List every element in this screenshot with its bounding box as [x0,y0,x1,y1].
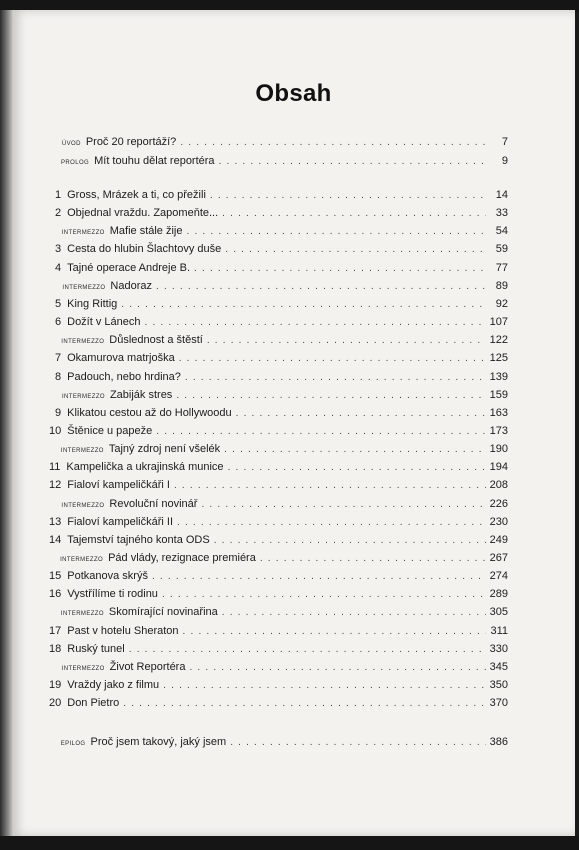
toc-entry [55,155,508,171]
chapter-title: Důslednost a štěstí [109,334,203,346]
section-tag: INTERMEZZO [60,448,104,454]
dot-leader [174,480,486,491]
dot-leader [185,372,486,383]
chapter-title: Potkanova skrýš [67,570,148,582]
page-number: 226 [489,498,508,510]
page-number: 274 [489,570,508,582]
toc-entry [49,570,508,586]
toc-entry [49,479,508,495]
chapter-number: 9 [55,407,62,419]
chapter-title: Pád vlády, rezignace premiéra [108,552,256,564]
chapter-title: Tajemství tajného konta ODS [67,534,210,546]
section-tag: EPILOG [60,741,86,747]
chapter-title: Mít touhu dělat reportéra [94,155,215,167]
chapter-number: 17 [49,625,62,637]
toc-entry [55,189,508,205]
chapter-title: Štěnice u papeže [67,425,153,437]
chapter-title: Don Pietro [67,697,120,709]
dot-leader [156,426,485,437]
toc-entry [49,588,508,604]
page-number: 289 [489,588,508,600]
dot-leader [183,626,486,637]
chapter-title: Dožít v Lánech [67,316,141,328]
chapter-number: 18 [49,643,62,655]
scan-bottom-edge [0,836,579,850]
dot-leader [222,208,486,219]
dot-leader [219,156,486,167]
section-tag: INTERMEZZO [61,339,105,345]
toc-entry [55,552,508,568]
page-number: 230 [489,516,508,528]
toc-entry [55,207,508,223]
dot-leader [207,335,486,346]
chapter-number: 14 [49,534,62,546]
section-tag: ÚVOD [61,141,81,147]
chapter-title: King Rittig [67,298,118,310]
page-number: 89 [495,280,508,292]
page-number: 190 [489,443,508,455]
toc-entry [49,516,508,532]
page-number: 92 [495,298,508,310]
section-tag: INTERMEZZO [61,394,105,400]
chapter-number: 1 [55,189,62,201]
page-number: 194 [489,461,508,473]
dot-leader [187,226,487,237]
toc-entry [55,661,508,677]
page-number: 163 [489,407,508,419]
chapter-number: 16 [49,588,62,600]
toc-entry [55,280,508,296]
section-tag: INTERMEZZO [61,666,105,672]
toc-entry [55,498,508,514]
chapter-title: Padouch, nebo hrdina? [67,371,181,383]
chapter-title: Proč 20 reportáží? [85,136,177,148]
toc-entry [55,352,508,368]
dot-leader [210,190,486,201]
chapter-number: 13 [49,516,62,528]
page-number: 311 [490,625,508,637]
page-number: 139 [489,371,508,383]
toc-entry [55,243,508,259]
page-number: 107 [489,316,508,328]
chapter-title: Fialoví kampeličkáři I [67,479,170,491]
toc-entry [49,643,508,659]
chapter-number: 4 [55,262,62,274]
page-number: 350 [489,679,508,691]
dot-leader [179,353,486,364]
dot-leader [145,317,486,328]
page-number: 54 [495,225,508,237]
toc-entry [49,697,508,713]
page-number: 14 [495,189,508,201]
section-tag: PROLOG [61,160,90,166]
toc-entry [49,625,508,641]
page-number: 159 [489,389,508,401]
toc-entry [55,225,508,241]
chapter-title: Mafie stále žije [109,225,183,237]
chapter-title: Fialoví kampeličkáři II [67,516,174,528]
dot-leader [224,444,485,455]
page-number: 345 [489,661,508,673]
chapter-title: Nadoraz [110,280,152,292]
chapter-number: 6 [55,316,62,328]
page-number: 305 [489,606,508,618]
page-number: 386 [489,736,508,748]
chapter-title: Gross, Mrázek a ti, co přežili [67,189,206,201]
chapter-number: 20 [49,697,62,709]
page-number: 267 [489,552,508,564]
toc-entry [49,461,508,477]
dot-leader [228,462,486,473]
chapter-title: Tajné operace Andreje B. [67,262,191,274]
chapter-title: Tajný zdroj není všelék [108,443,221,455]
page-number: 9 [501,155,508,167]
section-tag: INTERMEZZO [62,285,106,291]
toc-entry [55,334,508,350]
toc-entry [55,316,508,332]
page-number: 59 [495,243,508,255]
toc-entry [55,389,508,405]
dot-leader [129,644,486,655]
toc-entry [49,679,508,695]
toc-entry [55,443,508,459]
dot-leader [177,517,486,528]
chapter-title: Zabiják stres [109,389,173,401]
dot-leader [163,680,485,691]
toc-entry [55,262,508,278]
page-number: 330 [489,643,508,655]
chapter-number: 15 [49,570,62,582]
chapter-title: Okamurova matrjoška [67,352,175,364]
dot-leader [230,737,485,748]
dot-leader [156,281,486,292]
chapter-number: 19 [49,679,62,691]
dot-leader [201,499,485,510]
dot-leader [180,137,486,148]
chapter-number: 12 [49,479,62,491]
section-tag: INTERMEZZO [60,557,104,563]
toc-entry [55,736,508,752]
section-tag: INTERMEZZO [60,611,104,617]
toc-entry [49,425,508,441]
page-number: 208 [489,479,508,491]
chapter-title: Revoluční novinář [109,498,198,510]
page-number: 125 [489,352,508,364]
dot-leader [194,263,486,274]
dot-leader [121,299,486,310]
chapter-title: Proč jsem takový, jaký jsem [90,736,227,748]
chapter-number: 10 [49,425,62,437]
chapter-title: Objednal vraždu. Zapomeňte... [67,207,219,219]
page-number: 249 [489,534,508,546]
dot-leader [225,244,486,255]
chapter-title: Kampelička a ukrajinská munice [66,461,224,473]
chapter-title: Ruský tunel [67,643,125,655]
chapter-number: 8 [55,371,62,383]
dot-leader [176,390,485,401]
chapter-title: Cesta do hlubin Šlachtovy duše [67,243,222,255]
dot-leader [222,607,486,618]
chapter-title: Vystřílíme ti rodinu [67,588,158,600]
chapter-title: Klikatou cestou až do Hollywoodu [67,407,232,419]
chapter-number: 11 [49,461,61,473]
page-number: 370 [489,697,508,709]
section-tag: INTERMEZZO [61,230,105,236]
dot-leader [260,553,486,564]
page-number: 173 [489,425,508,437]
dot-leader [236,408,486,419]
page-number: 33 [495,207,508,219]
toc-entry [55,298,508,314]
chapter-number: 2 [55,207,62,219]
toc-entry [55,136,508,152]
page-title: Obsah [255,80,332,108]
toc-entry [55,407,508,423]
chapter-title: Skomírající novinařina [108,606,218,618]
chapter-title: Život Reportéra [109,661,186,673]
toc-entry [55,606,508,622]
chapter-title: Past v hotelu Sheraton [67,625,179,637]
chapter-title: Vraždy jako z filmu [67,679,160,691]
dot-leader [123,698,485,709]
page-number: 7 [501,136,508,148]
chapter-number: 3 [55,243,62,255]
toc-entry [49,534,508,550]
dot-leader [214,535,486,546]
book-spine-shadow [0,10,14,836]
toc-entry [55,371,508,387]
page-number: 77 [495,262,508,274]
dot-leader [162,589,486,600]
chapter-number: 7 [55,352,62,364]
section-tag: INTERMEZZO [61,503,105,509]
chapter-number: 5 [55,298,62,310]
dot-leader [152,571,486,582]
dot-leader [189,662,485,673]
page-number: 122 [489,334,508,346]
